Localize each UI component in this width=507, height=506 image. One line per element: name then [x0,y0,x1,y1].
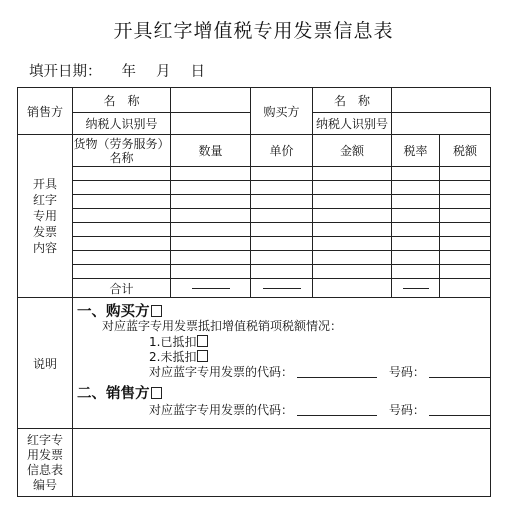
deducted-checkbox[interactable] [197,335,208,347]
total-quantity-dash [171,279,251,298]
info-number-field[interactable] [73,429,491,497]
goods-row [18,223,491,237]
total-label: 合计 [73,279,171,298]
fill-date-label: 填开日期： [29,64,102,80]
buyer-code-field[interactable] [297,366,377,378]
goods-row [18,181,491,195]
header-amount: 金额 [313,135,392,167]
buyer-desc: 对应蓝字专用发票抵扣增值税销项税额情况： [102,319,343,333]
goods-row [18,265,491,279]
header-quantity: 数量 [171,135,251,167]
buyer-tax-id-label: 纳税人识别号 [313,113,392,135]
total-unit-price-dash [251,279,313,298]
buyer-invoice-code-line [149,363,491,380]
goods-row [18,209,491,223]
buyer-number-label: 号码： [388,365,425,379]
seller-code-field[interactable] [297,404,377,416]
option-not-deducted-label: 2.未抵扣 [149,350,197,364]
total-tax-rate-dash [392,279,440,298]
content-label-line: 红字 [32,193,57,207]
fill-date-month: 月 [156,64,171,80]
option-deducted-label: 1.已抵扣 [149,335,197,349]
buyer-heading-text: 一、购买方 [77,304,150,320]
form-title: 开具红字增值税专用发票信息表 [113,20,394,42]
content-label-line: 发票 [32,225,57,239]
header-tax-amount: 税额 [440,135,491,167]
buyer-number-field[interactable] [429,366,491,378]
info-number-label-line: 编号 [32,477,57,492]
info-table [17,87,491,497]
goods-row [18,237,491,251]
fill-date-day: 日 [190,64,205,80]
content-label-line: 开具 [32,177,57,191]
seller-name-label: 名 称 [73,88,171,113]
header-goods-name: 货物（劳务服务）名称 [73,136,170,165]
buyer-name-field[interactable] [392,88,491,113]
total-amount-field[interactable] [313,279,392,298]
goods-row [18,251,491,265]
total-row [18,279,491,298]
seller-number-field[interactable] [429,404,491,416]
buyer-tax-id-field[interactable] [392,113,491,135]
fill-date-line [29,60,205,81]
buyer-code-label: 对应蓝字专用发票的代码： [149,365,294,379]
seller-name-field[interactable] [171,88,251,113]
content-label [18,135,73,298]
seller-tax-id-label: 纳税人识别号 [73,113,171,135]
explanation-content [73,298,491,429]
info-number-label-line: 用发票 [26,447,63,462]
fill-date-year: 年 [121,64,136,80]
explanation-label: 说明 [18,298,73,429]
seller-section-heading [77,382,162,403]
content-label-line: 内容 [32,241,57,255]
seller-tax-id-field[interactable] [171,113,251,135]
goods-row [18,167,491,181]
info-number-label [18,429,73,497]
seller-code-label: 对应蓝字专用发票的代码： [149,403,294,417]
total-tax-amount-field[interactable] [440,279,491,298]
seller-label: 销售方 [18,88,73,135]
buyer-checkbox[interactable] [151,305,162,317]
header-tax-rate: 税率 [392,135,440,167]
seller-invoice-code-line [149,401,491,418]
seller-heading-text: 二、销售方 [77,386,150,402]
not-deducted-checkbox[interactable] [197,350,208,362]
info-number-label-line: 红字专 [26,432,63,447]
buyer-name-label: 名 称 [313,88,392,113]
content-label-line: 专用 [32,209,57,223]
info-number-label-line: 信息表 [26,462,63,477]
seller-number-label: 号码： [388,403,425,417]
buyer-label: 购买方 [251,88,313,135]
header-unit-price: 单价 [251,135,313,167]
goods-row [18,195,491,209]
seller-checkbox[interactable] [151,387,162,399]
